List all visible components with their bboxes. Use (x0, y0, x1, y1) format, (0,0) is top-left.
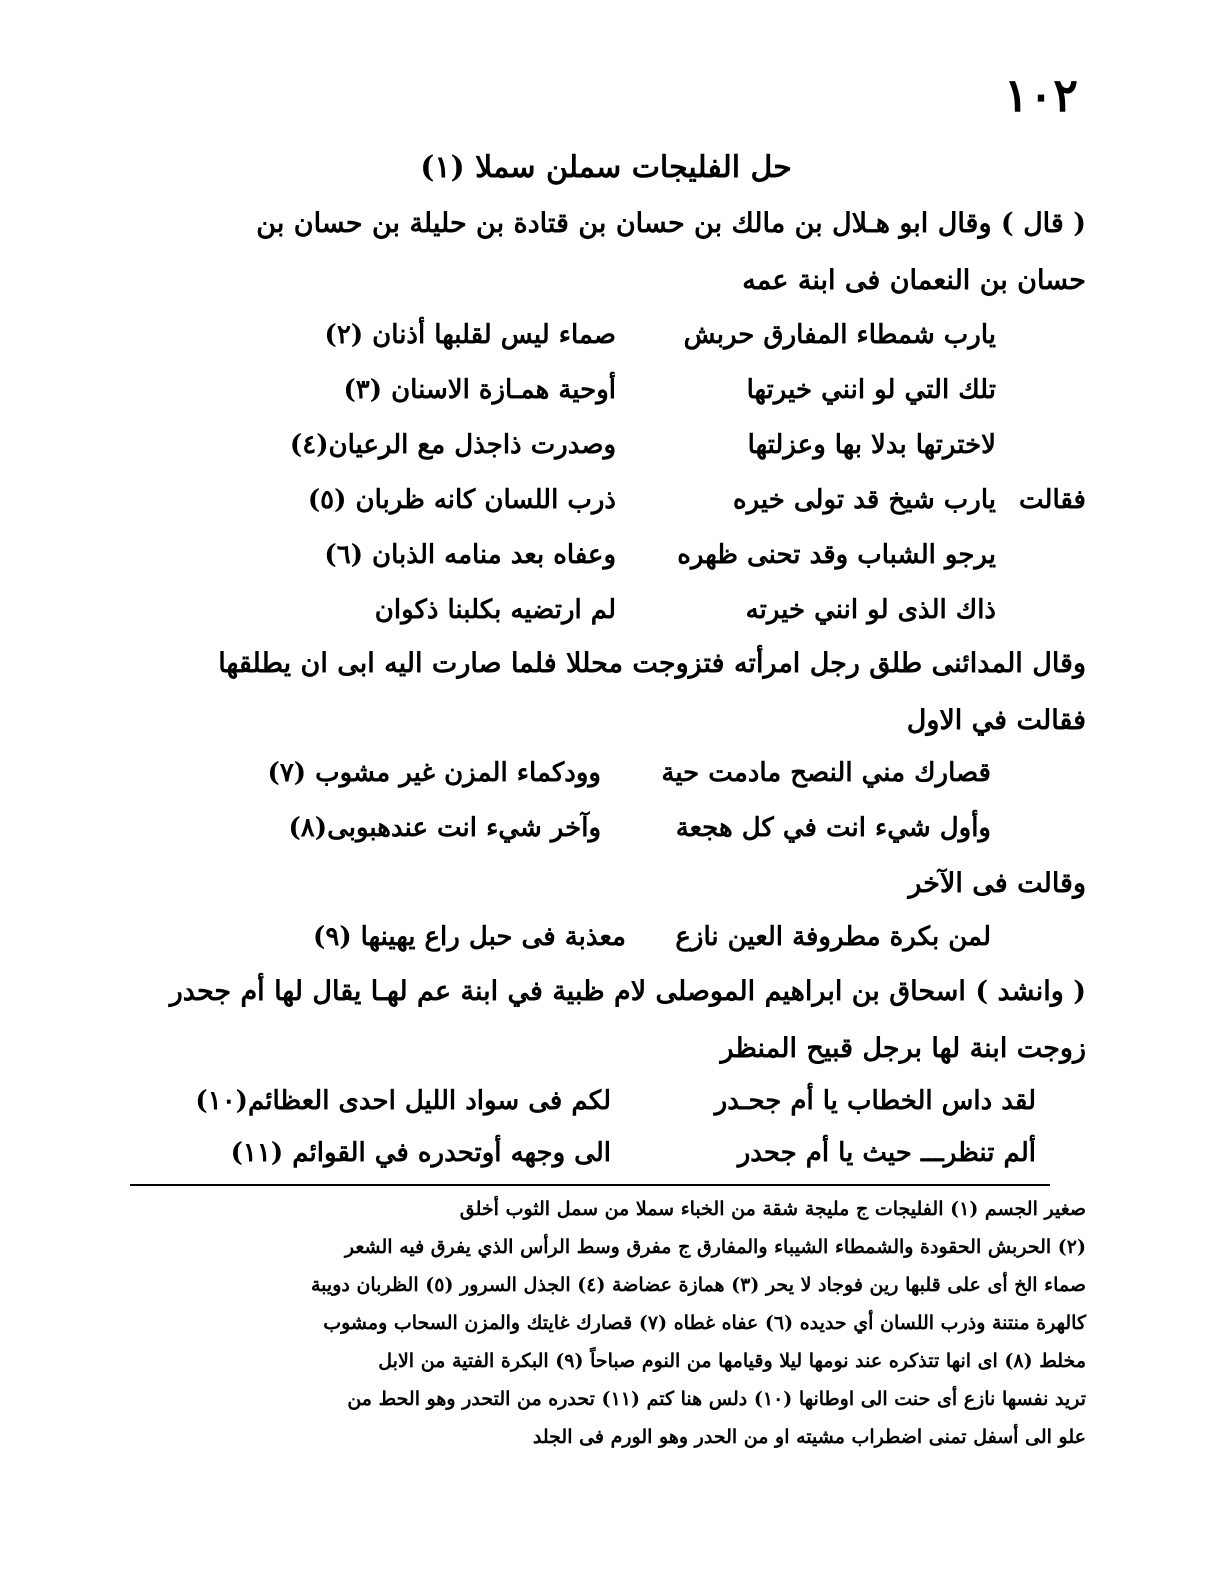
verse-first-hemistich: تلك التي لو انني خيرتها (746, 375, 996, 405)
footnote-line: تريد نفسها نازع أى حنت الى اوطانها (١٠) دلس هنا كتم (١١) تحدره من التحدر وهو الحط من (347, 1388, 1086, 1410)
prose-line: حسان بن النعمان فى ابنة عمه (742, 265, 1086, 296)
footnote-line: (٢) الحربش الحقودة والشمطاء الشيباء والمفارق ج مفرق وسط الرأس الذي يفرق فيه الشعر (344, 1236, 1086, 1258)
verse-first-hemistich: لمن بكرة مطروفة العين نازع (675, 922, 991, 952)
footnote-separator (130, 1184, 1050, 1186)
verse-first-hemistich: يرجو الشباب وقد تحنى ظهره (677, 540, 996, 570)
verse-second-hemistich: وآخر شيء انت عندهبوبى(٨) (288, 813, 601, 843)
verse-first-hemistich: لاخترتها بدلا بها وعزلتها (747, 430, 996, 460)
verse-second-hemistich: وصدرت ذاجذل مع الرعيان(٤) (289, 430, 616, 460)
prose-line: ( وانشد ) اسحاق بن ابراهيم الموصلى لام ظبية في ابنة عم لهـا يقال لها أم جحدر (169, 976, 1086, 1007)
prose-line: فقالت في الاول (906, 705, 1086, 736)
verse-second-hemistich: وعفاه بعد منامه الذبان (٦) (324, 540, 616, 570)
verse-second-hemistich: أوحية همـازة الاسنان (٣) (343, 375, 616, 405)
verse-second-hemistich: معذبة فى حبل راع يهينها (٩) (313, 922, 626, 952)
verse-second-hemistich: وودكماء المزن غير مشوب (٧) (267, 758, 601, 788)
footnote-line: علو الى أسفل تمنى اضطراب مشيته او من الحدر وهو الورم فى الجلد (532, 1426, 1086, 1448)
prose-line: وقالت فى الآخر (908, 868, 1086, 899)
verse-second-hemistich: ذرب اللسان كانه ظربان (٥) (307, 485, 616, 515)
verse-first-hemistich: قصارك مني النصح مادمت حية (661, 758, 991, 788)
verse-first-hemistich: يارب شيخ قد تولى خيره (732, 485, 996, 515)
verse-second-hemistich: لم ارتضيه بكلبنا ذكوان (374, 595, 616, 625)
prose-line: ( قال ) وقال ابو هـلال بن مالك بن حسان بن قتادة بن حليلة بن حسان بن (256, 208, 1086, 239)
verse-first-hemistich: ذاك الذى لو انني خيرته (745, 595, 996, 625)
verse-second-hemistich: لكم فى سواد الليل احدى العظائم(١٠) (195, 1086, 611, 1116)
footnote-line: صغير الجسم (١) الفليجات ج مليجة شقة من الخباء سملا من سمل الثوب أخلق (459, 1198, 1086, 1220)
footnote-line: مخلط (٨) اى انها تتذكره عند نومها ليلا وقيامها من النوم صباحاً (٩) البكرة الفتية من الابل (378, 1350, 1086, 1372)
verse-prefix: فقالت (1019, 485, 1086, 515)
section-heading: حل الفليجات سملن سملا (١) (420, 150, 792, 185)
footnote-line: كالهرة منتنة وذرب اللسان أي حديده (٦) عفاه غطاه (٧) قصارك غايتك والمزن السحاب ومشوب (323, 1312, 1086, 1334)
prose-line: زوجت ابنة لها برجل قبيح المنظر (720, 1033, 1086, 1064)
verse-second-hemistich: صماء ليس لقلبها أذنان (٢) (324, 320, 616, 350)
verse-first-hemistich: وأول شيء انت في كل هجعة (675, 813, 991, 843)
verse-second-hemistich: الى وجهه أوتحدره في القوائم (١١) (230, 1138, 611, 1168)
page-number: ١٠٢ (1003, 68, 1078, 122)
prose-line: وقال المدائنى طلق رجل امرأته فتزوجت محللا فلما صارت اليه ابى ان يطلقها (218, 648, 1086, 679)
footnote-line: صماء الخ أى على قلبها رين فوجاد لا يحر (٣) همازة عضاضة (٤) الجذل السرور (٥) الظربان دويبة (310, 1274, 1086, 1296)
verse-first-hemistich: لقد داس الخطاب يا أم جحـدر (714, 1086, 1036, 1116)
verse-first-hemistich: يارب شمطاء المفارق حربش (683, 320, 996, 350)
verse-first-hemistich: ألم تنظرـــ حيث يا أم جحدر (737, 1138, 1036, 1168)
